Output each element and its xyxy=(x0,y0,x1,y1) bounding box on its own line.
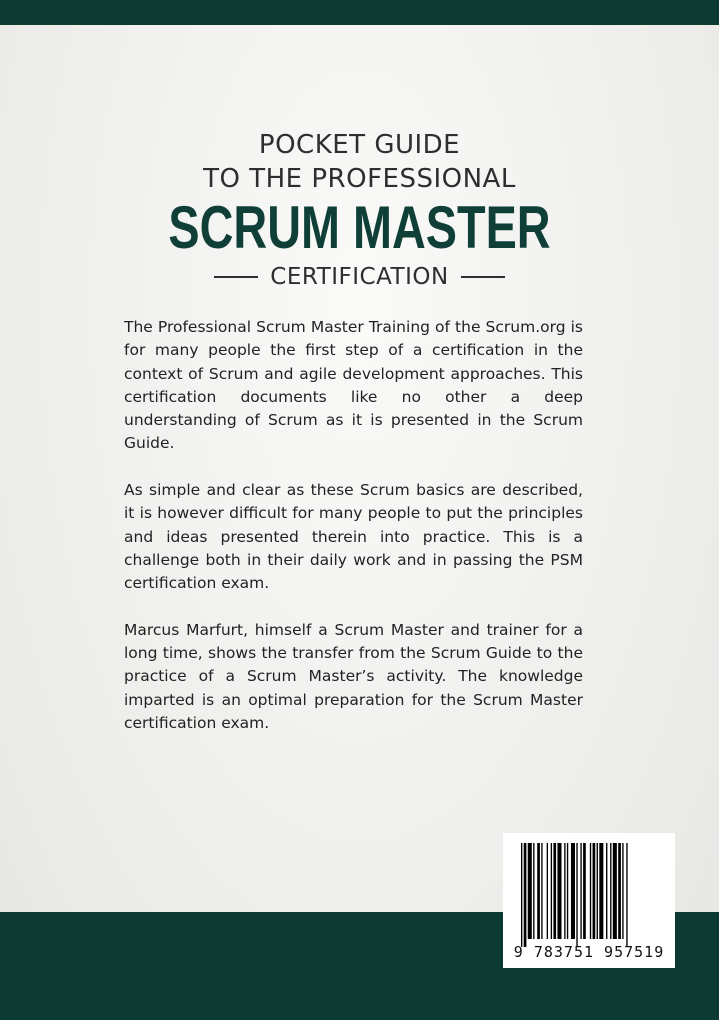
blurb-paragraph-1: The Professional Scrum Master Training of the Scrum.org is for many people the first step of a certification in the context of Scrum and agile development approaches. This certification documents like no other a deep understanding of Scrum as it is presented in the Scrum Guide. xyxy=(124,318,583,453)
title-line-1: POCKET GUIDE xyxy=(258,130,461,160)
barcode-bar xyxy=(557,843,561,939)
barcode-bar xyxy=(533,843,534,939)
barcode-bar xyxy=(547,843,548,939)
top-band xyxy=(0,0,719,25)
barcode-bar xyxy=(618,843,621,939)
barcode-bar xyxy=(521,843,522,947)
blurb-paragraph-2: As simple and clear as these Scrum basics are described, it is however difficult for many people to put the principles and ideas presented therein into practice. This is a challenge both in their daily work and in passing the PSM certification exam. xyxy=(124,481,583,593)
barcode-bar xyxy=(537,843,540,939)
barcode-bar xyxy=(571,843,575,939)
barcode-bar xyxy=(610,843,611,939)
title-line-2: TO THE PROFESSIONAL xyxy=(203,164,516,194)
barcode-bar xyxy=(541,843,542,939)
blurb xyxy=(124,316,583,759)
barcode-bar xyxy=(528,843,532,939)
barcode-bar xyxy=(564,843,565,939)
barcode-bar xyxy=(597,843,598,939)
book-title xyxy=(0,128,719,290)
barcode-bar xyxy=(613,843,617,939)
title-subline xyxy=(0,264,719,290)
barcode-bar xyxy=(551,843,552,939)
barcode-bar xyxy=(583,843,586,939)
isbn-barcode xyxy=(503,833,675,968)
left-rule xyxy=(214,276,258,278)
barcode-bar xyxy=(593,843,596,939)
barcode-bar xyxy=(622,843,623,939)
barcode-bar xyxy=(599,843,603,939)
barcode-bar xyxy=(626,843,627,947)
barcode-digits: 9 783751 957519 xyxy=(513,943,665,961)
barcode-bars xyxy=(519,843,663,947)
barcode-bar xyxy=(524,843,527,947)
right-rule xyxy=(461,276,505,278)
barcode-bar xyxy=(580,843,581,939)
title-line-4: CERTIFICATION xyxy=(270,264,449,290)
barcode-bar xyxy=(553,843,556,939)
blurb-paragraph-3: Marcus Marfurt, himself a Scrum Master and trainer for a long time, shows the transfer from the Scrum Guide to the practice of a Scrum Master’s activity. The knowledge imparted is an optimal preparation for the Scrum Master certification exam. xyxy=(124,620,583,733)
barcode-bar xyxy=(590,843,591,939)
barcode-bar xyxy=(576,843,577,947)
title-main: SCRUM MASTER xyxy=(168,194,551,261)
barcode-bar xyxy=(606,843,607,939)
barcode-bar xyxy=(567,843,568,939)
